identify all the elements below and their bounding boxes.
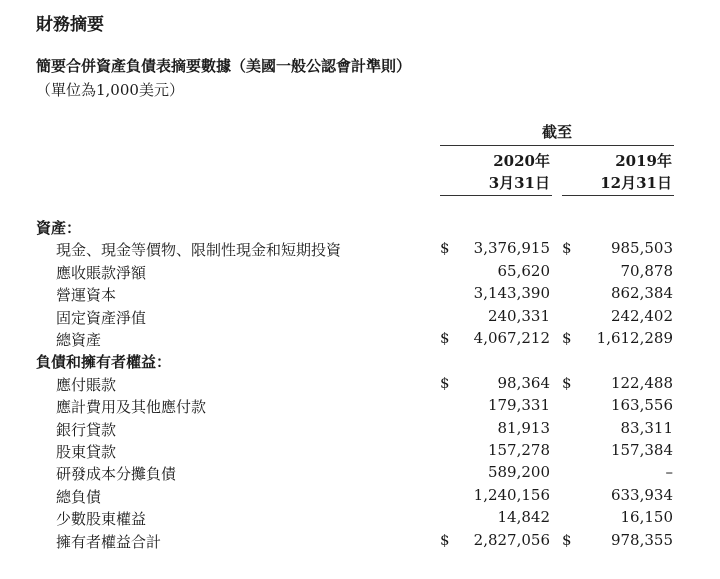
currency-symbol: $	[562, 329, 572, 347]
value-2020: 3,143,390	[473, 284, 550, 303]
col2-header-rule	[562, 195, 674, 196]
value-2019: 862,384	[610, 284, 673, 303]
value-2020: 14,842	[497, 508, 550, 527]
value-2019: 122,488	[610, 373, 673, 392]
row-label: 應計費用及其他應付款	[56, 398, 207, 417]
row-label: 現金、現金等價物、限制性現金和短期投資	[56, 241, 342, 260]
row-label: 應收賬款淨額	[56, 263, 147, 282]
currency-symbol: $	[562, 373, 572, 392]
currency-symbol: $	[440, 329, 450, 347]
unit-note: （單位為1,000美元）	[36, 81, 184, 99]
row-label: 固定資產淨值	[56, 308, 147, 327]
value-2019: 633,934	[610, 485, 673, 504]
value-2020: 65,620	[497, 261, 550, 280]
value-2019: 242,402	[610, 306, 673, 325]
section-heading: 資產：	[36, 219, 82, 237]
currency-symbol: $	[440, 239, 450, 258]
section-heading: 負債和擁有者權益：	[36, 353, 172, 372]
header-rule-top	[440, 145, 674, 146]
value-2019: 1,612,289	[596, 329, 673, 347]
row-label: 銀行貸款	[56, 420, 117, 439]
col1-header-year: 2020年	[493, 152, 550, 170]
value-2019: –	[665, 463, 673, 482]
value-2019: 978,355	[610, 530, 673, 549]
col2-header-date: 12月31日	[600, 174, 672, 192]
value-2019: 985,503	[610, 239, 673, 258]
value-2019: 83,311	[620, 418, 673, 437]
value-2019: 157,384	[610, 441, 673, 459]
currency-symbol: $	[562, 530, 572, 549]
row-label: 應付賬款	[56, 375, 117, 394]
row-label: 擁有者權益合計	[56, 532, 162, 551]
currency-symbol: $	[562, 239, 572, 258]
value-2020: 157,278	[487, 441, 550, 459]
value-2020: 98,364	[497, 373, 550, 392]
col2-header-year: 2019年	[615, 152, 672, 170]
row-label: 總資產	[56, 331, 102, 349]
table-title: 簡要合併資產負債表摘要數據（美國一般公認會計準則）	[36, 57, 412, 75]
value-2020: 1,240,156	[473, 485, 550, 504]
value-2019: 163,556	[610, 396, 673, 415]
currency-symbol: $	[440, 530, 450, 549]
value-2020: 589,200	[487, 463, 550, 482]
col1-header-date: 3月31日	[488, 174, 550, 192]
value-2020: 179,331	[487, 396, 550, 415]
row-label: 股東貸款	[56, 443, 117, 461]
currency-symbol: $	[440, 373, 450, 392]
value-2020: 240,331	[487, 306, 550, 325]
row-label: 營運資本	[56, 286, 117, 305]
value-2020: 2,827,056	[473, 530, 550, 549]
page-title: 財務摘要	[36, 15, 104, 35]
col1-header-rule	[440, 195, 552, 196]
value-2020: 81,913	[497, 418, 550, 437]
value-2020: 4,067,212	[473, 329, 550, 347]
column-group-label: 截至	[541, 123, 572, 141]
row-label: 少數股東權益	[56, 510, 147, 529]
value-2019: 70,878	[620, 261, 673, 280]
value-2020: 3,376,915	[473, 239, 550, 258]
row-label: 研發成本分攤負債	[56, 465, 177, 484]
row-label: 總負債	[56, 487, 102, 506]
value-2019: 16,150	[620, 508, 673, 527]
